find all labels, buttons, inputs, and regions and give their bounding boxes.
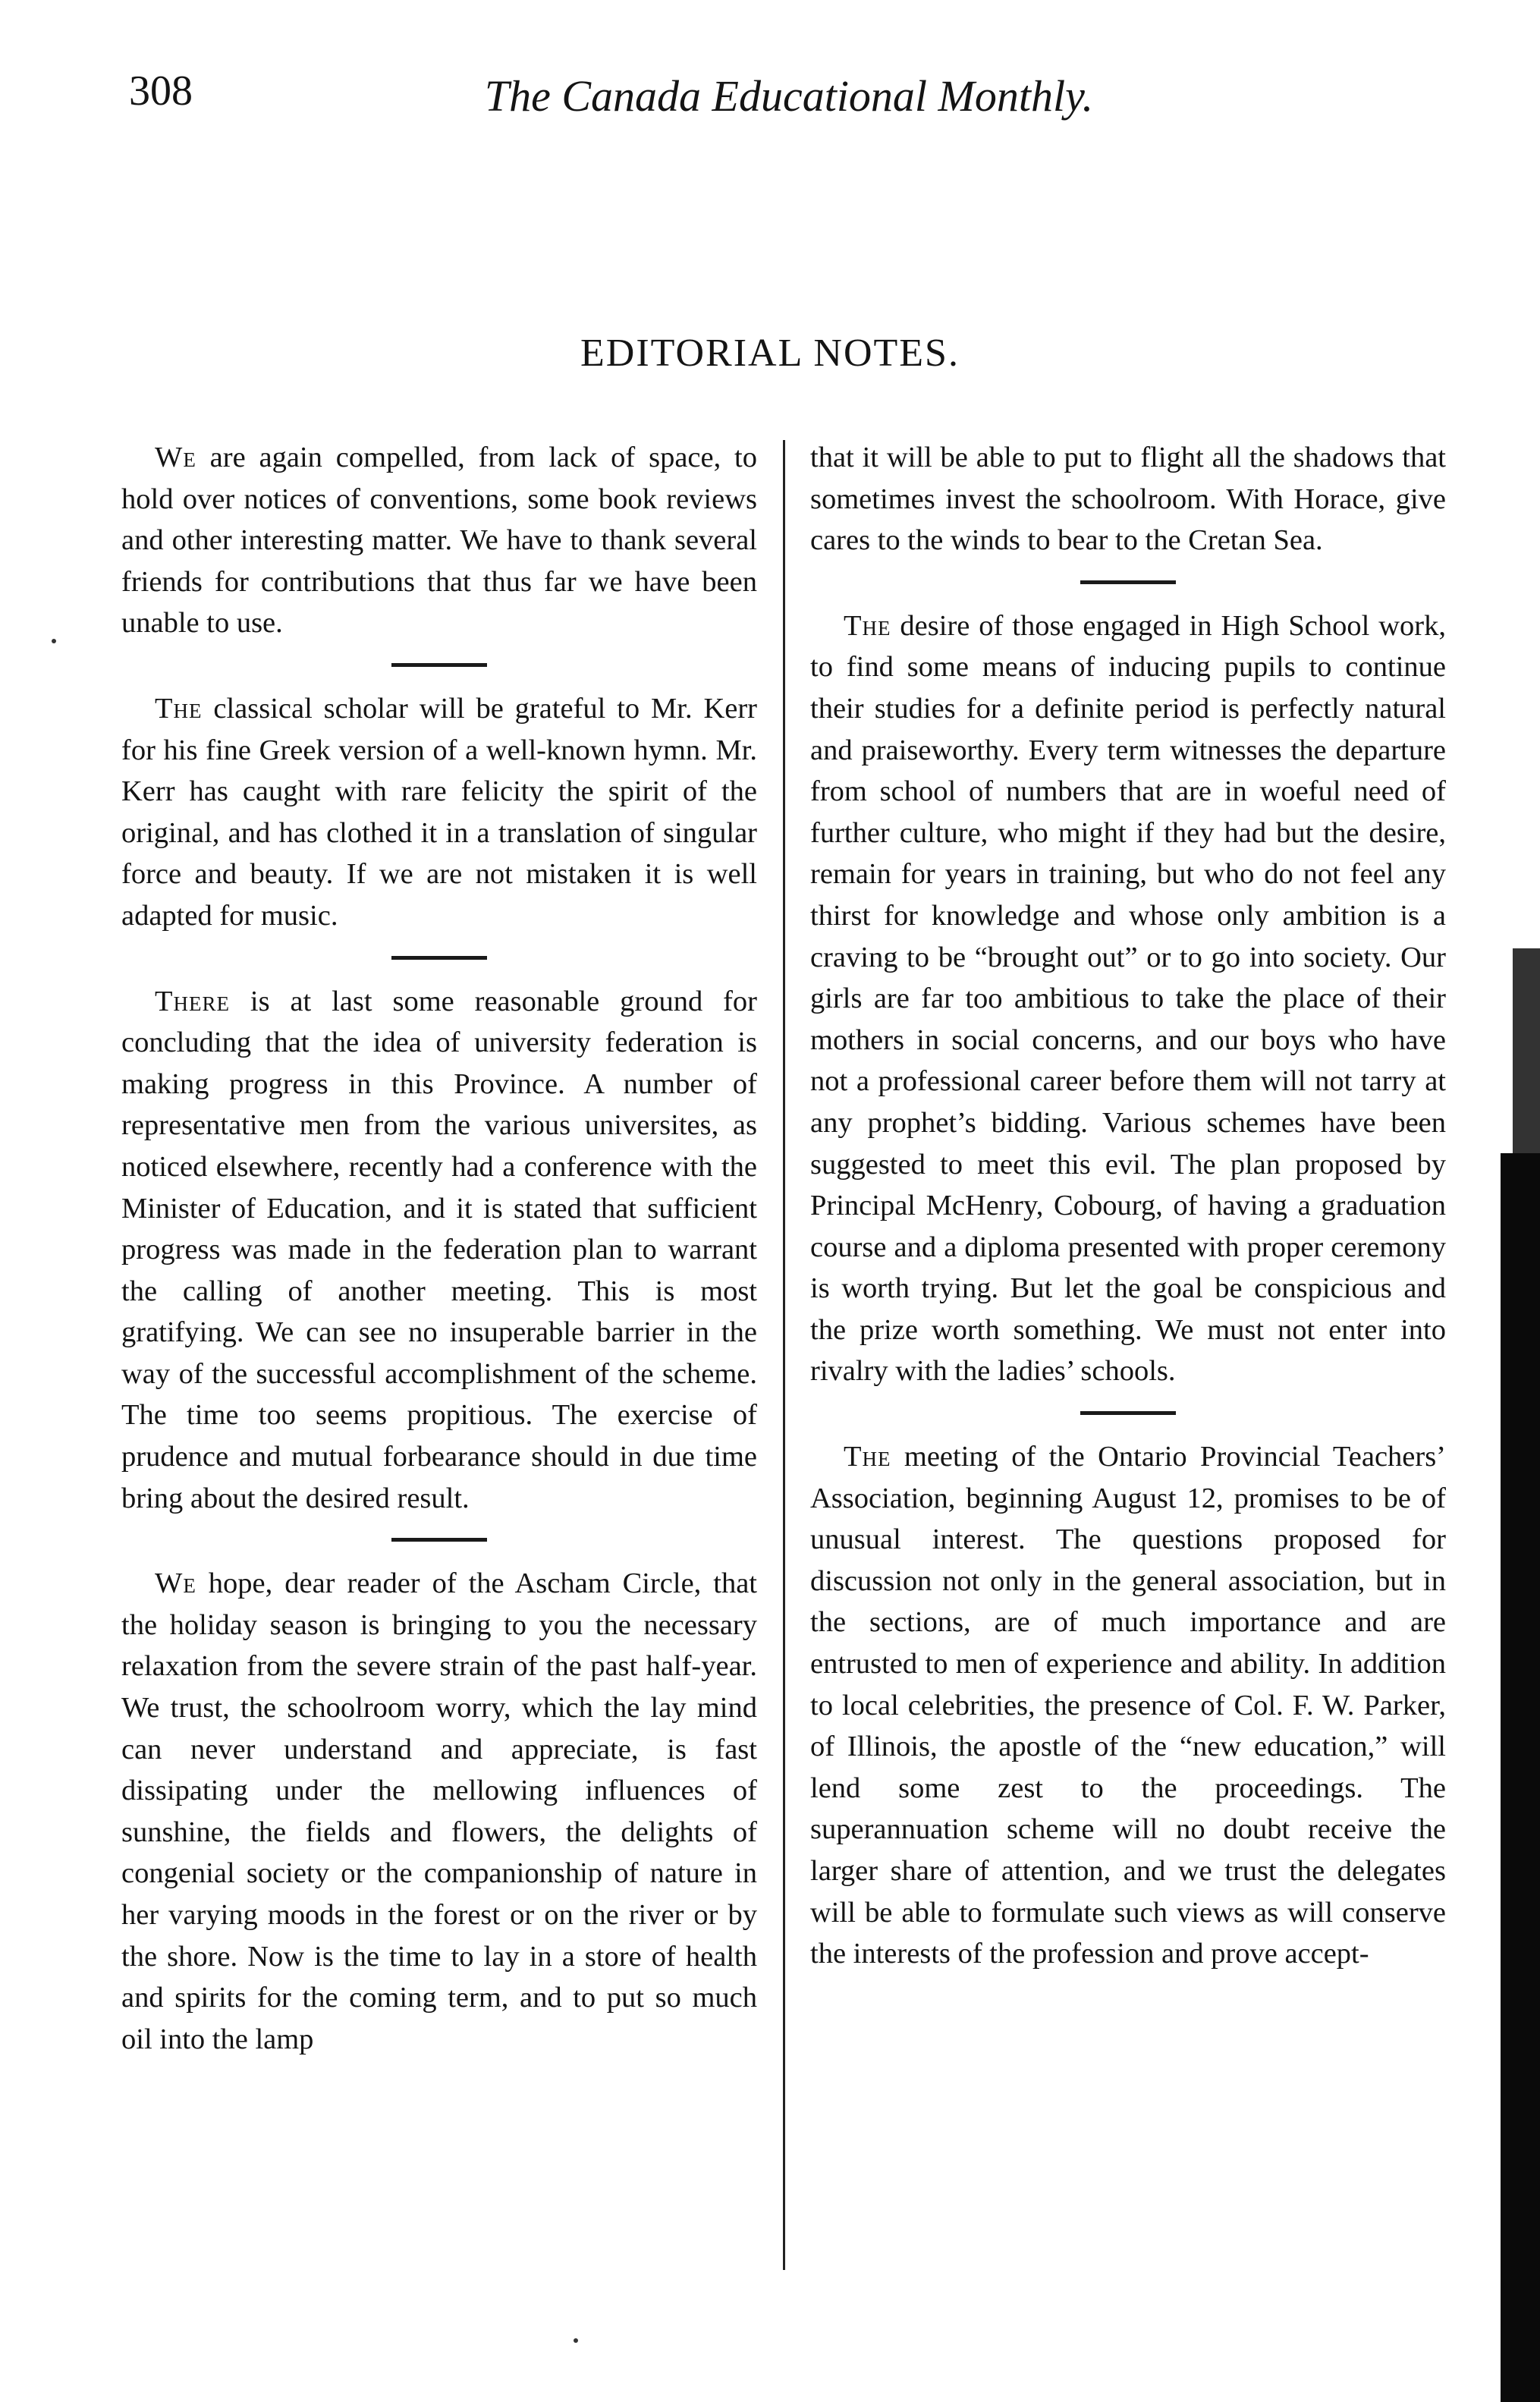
paragraph-text: are again compelled, from lack of space, to hold over notices of conventions, some book reviews and other interesting matter. We have to thank several friends for contributions that thus far we have been unable to use. — [121, 442, 757, 640]
paragraph-lead: The — [155, 692, 203, 725]
right-column — [810, 437, 1446, 1975]
paragraph-university-federation — [121, 981, 757, 1520]
section-separator — [1080, 580, 1176, 584]
paragraph-text: desire of those engaged in High School work, to find some means of inducing pupils to continue their studies for a definite period is perfectly natural and praiseworthy. Every term witnesses the departure from school of numbers that are in woeful need of further culture, who might if they had but the desire, remain for years in training, but who do not feel any thirst for knowledge and whose only ambition is a craving to be “brought out” or to go into society. Our girls are far too ambitious to take the place of their mothers in social concerns, and our boys who have not a professional career before them will not tarry at any prophet’s bidding. Various schemes have been suggested to meet this evil. The plan proposed by Principal McHenry, Cobourg, of having a graduation course and a diploma presented with proper ceremony is worth trying. But let the goal be conspicious and the prize worth something. We must not enter into rivalry with the ladies’ schools. — [810, 609, 1446, 1388]
section-title: EDITORIAL NOTES. — [580, 332, 960, 375]
paragraph-ascham-circle-continued: that it will be able to put to flight all the shadows that sometimes invest the schoolroom. With Horace, give cares to the winds to bear to the Cretan Sea. — [810, 442, 1446, 557]
running-title: The Canada Educational Monthly. — [484, 71, 1094, 121]
section-separator — [391, 1538, 487, 1542]
paragraph-teachers-association — [810, 1436, 1446, 1975]
section-separator — [1080, 1411, 1176, 1415]
paragraph-text: meeting of the Ontario Provincial Teachers’ Association, beginning August 12, promises to be of unusual interest. The questions proposed for discussion not only in the general association, but in the sections, are of much importance and are entrusted to men of experience and ability. In addition to local celebrities, the presence of Col. F. W. Parker, of Illinois, the apostle of the “new education,” will lend some zest to the proceedings. The superannuation scheme will no doubt receive the larger share of attention, and we trust the delegates will be able to formulate such views as will conserve the interests of the profession and prove accept- — [810, 1441, 1446, 1970]
paragraph-lead: There — [155, 985, 231, 1017]
paragraph-high-school — [810, 605, 1446, 1392]
paragraph-ascham-circle — [121, 1563, 757, 2060]
paragraph-lead: We — [155, 442, 196, 473]
paragraph-lead: The — [844, 609, 891, 642]
scan-edge-bar — [1501, 1153, 1540, 2402]
paragraph-text: is at last some reasonable ground for concluding that the idea of university federation is making progress in this Province. A number of representative men from the various universites, as noticed elsewhere, recently had a conference with the Minister of Education, and it is stated that sufficient progress was made in the federation plan to warrant the calling of another meeting. This is most gratifying. We can see no insuperable barrier in the way of the successful accomplishment of the scheme. The time too seems propitious. The exercise of prudence and mutual forbearance should in due time bring about the desired result. — [121, 985, 757, 1514]
column-divider — [783, 440, 785, 2270]
paragraph-space-notice — [121, 437, 757, 644]
scan-speck — [574, 2338, 578, 2343]
paragraph-lead: The — [844, 1441, 891, 1473]
page-number: 308 — [129, 68, 193, 115]
scan-edge-shadow — [1513, 948, 1540, 1161]
paragraph-greek-hymn — [121, 688, 757, 937]
section-separator — [391, 663, 487, 667]
scan-speck — [52, 639, 56, 643]
paragraph-lead: We — [155, 1567, 196, 1600]
section-separator — [391, 956, 487, 960]
left-column — [121, 437, 757, 2060]
paragraph-text: hope, dear reader of the Ascham Circle, that the holiday season is bringing to you the necessary relaxation from the severe strain of the past half-year. We trust, the schoolroom worry, which the lay mind can never understand and appreciate, is fast dissipating under the mellowing influences of sunshine, the fields and flowers, the delights of congenial society or the companionship of nature in her varying moods in the forest or on the river or by the shore. Now is the time to lay in a store of health and spirits for the coming term, and to put so much oil into the lamp — [121, 1567, 757, 2055]
paragraph-text: classical scholar will be grateful to Mr. Kerr for his fine Greek version of a well-known hymn. Mr. Kerr has caught with rare felicity the spirit of the original, and has clothed it in a translation of singular force and beauty. If we are not mistaken it is well adapted for music. — [121, 692, 757, 932]
